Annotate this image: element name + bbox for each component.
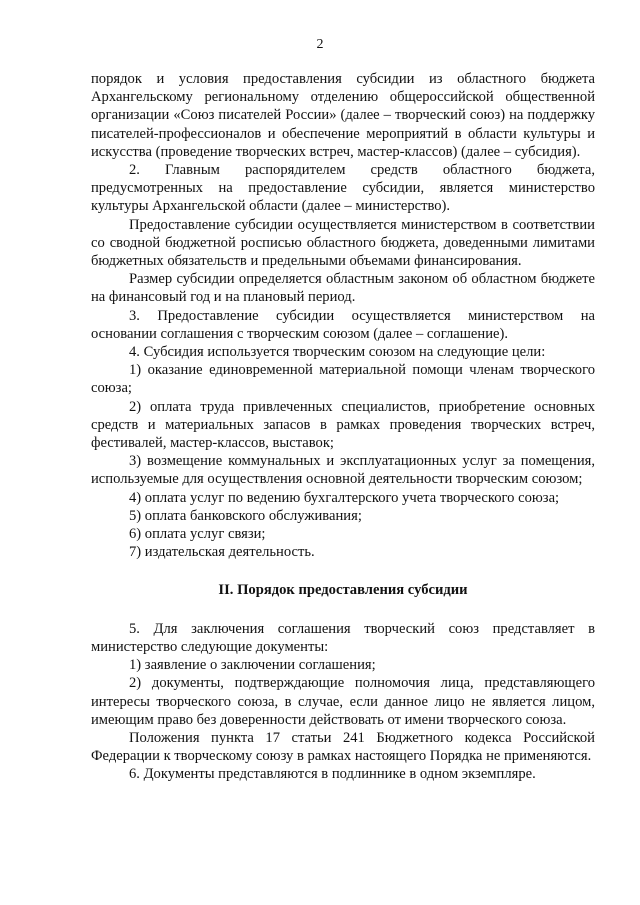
page-number: 2	[316, 37, 324, 52]
paragraph-amount: Размер субсидии определяется областным законом об областном бюджете на финансовый год и на плановый период.	[91, 271, 595, 306]
paragraph-item-2: 2. Главным распорядителем средств областного бюджета, предусмотренных на предоставление субсидии, является министерство культуры Архангельской области (далее – министерство).	[91, 162, 595, 215]
list-item-4: 4) оплата услуг по ведению бухгалтерского учета творческого союза;	[129, 489, 560, 506]
paragraph-provision: Предоставление субсидии осуществляется министерством в соответствии со сводной бюджетной росписью областного бюджета, доведенными лимитами бюджетных обязательств и предельными объемами финансирования.	[91, 216, 595, 270]
paragraph-item-4: 4. Субсидия используется творческим союзом на следующие цели:	[129, 344, 546, 361]
paragraph-budget-code: Положения пункта 17 статьи 241 Бюджетного кодекса Российской Федерации к творческому союзу в рамках настоящего Порядка не применяются.	[91, 729, 595, 765]
list-item-5: 5) оплата банковского обслуживания;	[129, 507, 362, 524]
list-item-1: 1) оказание единовременной материальной помощи членам творческого союза;	[91, 362, 595, 397]
document-item-2: 2) документы, подтверждающие полномочия лица, представляющего интересы творческого союза, в случае, если данное лицо не является лицом, имеющим право без доверенности действовать от имени творческого союза.	[91, 675, 595, 728]
paragraph-item-3: 3. Предоставление субсидии осуществляется министерством на основании соглашения с творческим союзом (далее – соглашение).	[91, 307, 595, 342]
document-item-1: 1) заявление о заключении соглашения;	[129, 657, 376, 674]
list-item-6: 6) оплата услуг связи;	[129, 526, 266, 543]
document-body	[91, 70, 595, 784]
list-item-2: 2) оплата труда привлеченных специалистов, приобретение основных средств и материальных запасов в рамках проведения творческих встреч, фестивалей, мастер-классов, выставок;	[91, 398, 595, 452]
list-item-7: 7) издательская деятельность.	[129, 544, 315, 561]
paragraph-item-6: 6. Документы представляются в подлиннике в одном экземпляре.	[129, 766, 536, 783]
section-heading: II. Порядок предоставления субсидии	[218, 582, 468, 599]
list-item-3: 3) возмещение коммунальных и эксплуатационных услуг за помещения, используемые для осуществления основной деятельности творческим союзом;	[91, 453, 595, 488]
paragraph-item-5: 5. Для заключения соглашения творческий союз представляет в министерство следующие документы:	[91, 620, 595, 655]
paragraph-subsidy-purpose: порядок и условия предоставления субсидии из областного бюджета Архангельскому региональному отделению общероссийской общественной организации «Союз писателей России» (далее – творческий союз) на поддержку писателей-профессионалов и обеспечение мероприятий в области культуры и искусства (проведение творческих встреч, мастер-классов) (далее – субсидия).	[91, 71, 595, 160]
